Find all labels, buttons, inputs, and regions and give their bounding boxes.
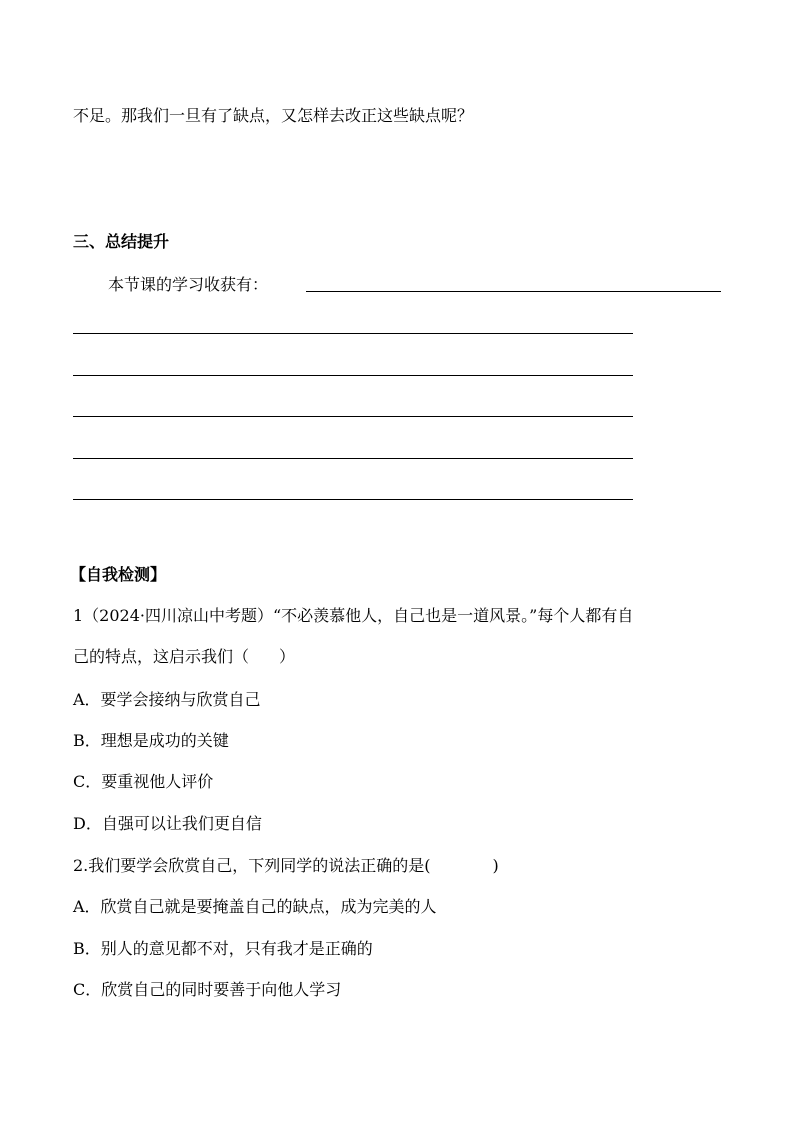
question-2-paren-close: ) xyxy=(492,856,499,875)
summary-heading: 三、总结提升 xyxy=(73,232,170,251)
harvest-prompt: 本节课的学习收获有： xyxy=(108,275,269,294)
q2-option-b: B．别人的意见都不对，只有我才是正确的 xyxy=(73,939,373,958)
question-2-stem xyxy=(73,856,499,876)
question-2-stem-text: 2.我们要学会欣赏自己，下列同学的说法正确的是( xyxy=(73,856,431,875)
question-1-line-1: 1（2024·四川凉山中考题）“不必羡慕他人，自己也是一道风景。”每个人都有自 xyxy=(73,606,634,625)
q2-option-a: A．欣赏自己就是要掩盖自己的缺点，成为完美的人 xyxy=(73,897,437,916)
harvest-answer-line[interactable] xyxy=(306,291,721,292)
question-1-paren-close: ） xyxy=(279,647,296,666)
q1-option-b: B．理想是成功的关键 xyxy=(73,731,229,750)
q1-option-d: D．自强可以让我们更自信 xyxy=(73,814,262,833)
self-check-heading: 【自我检测】 xyxy=(70,565,167,584)
answer-line-1[interactable] xyxy=(73,333,633,334)
answer-line-5[interactable] xyxy=(73,499,633,500)
question-1-line-2 xyxy=(73,647,295,667)
answer-line-3[interactable] xyxy=(73,416,633,417)
question-1-line-2-text: 己的特点，这启示我们（ xyxy=(73,647,250,666)
answer-line-2[interactable] xyxy=(73,375,633,376)
q2-option-c: C．欣赏自己的同时要善于向他人学习 xyxy=(73,980,342,999)
answer-line-4[interactable] xyxy=(73,458,633,459)
intro-text: 不足。那我们一旦有了缺点，又怎样去改正这些缺点呢？ xyxy=(73,106,474,125)
q1-option-a: A．要学会接纳与欣赏自己 xyxy=(73,690,261,709)
q1-option-c: C．要重视他人评价 xyxy=(73,772,214,791)
